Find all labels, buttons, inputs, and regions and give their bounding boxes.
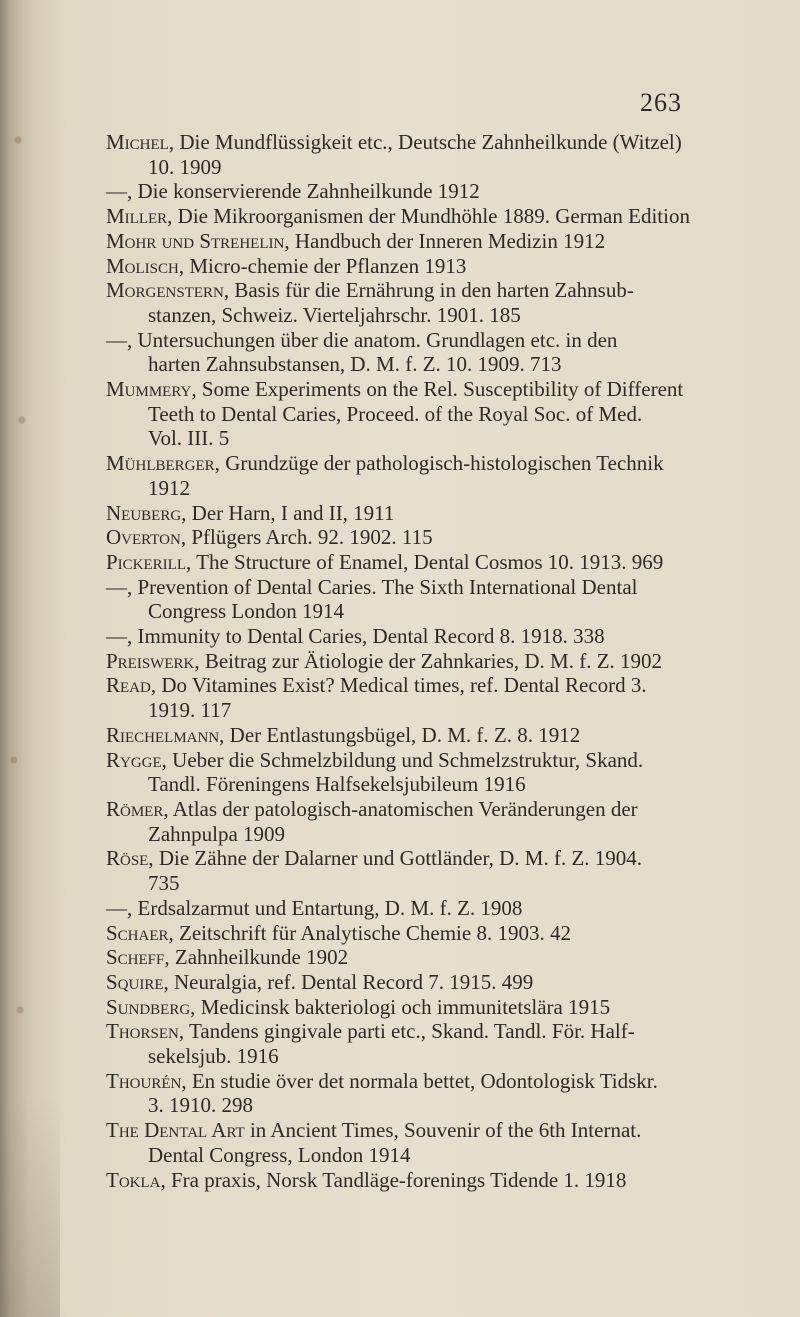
- bibliography-entry: [106, 945, 786, 970]
- entry-text: Ueber die Schmelzbildung und Schmelzstruktur, Skand.: [172, 747, 644, 772]
- entry-continuation: Vol. III. 5: [148, 426, 230, 451]
- entry-text: Der Entlastungsbügel, D. M. f. Z. 8. 1912: [229, 722, 581, 747]
- entry-continuation: 735: [148, 871, 180, 896]
- entry-text: Do Vitamines Exist? Medical times, ref. Dental Record 3.: [161, 673, 647, 698]
- entry-author: Molisch,: [106, 253, 185, 278]
- entry-first-line: [106, 1019, 786, 1044]
- entry-first-line: [106, 451, 786, 476]
- entry-text: Neuralgia, ref. Dental Record 7. 1915. 499: [174, 969, 534, 994]
- entry-author: Mühlberger,: [106, 451, 220, 476]
- entry-author: Squire,: [106, 969, 169, 994]
- entry-first-line: [106, 550, 786, 575]
- entry-author: Preiswerk,: [106, 648, 200, 673]
- bibliography-entry: [106, 575, 786, 624]
- entry-continuation: 10. 1909: [148, 154, 222, 179]
- entry-author: Rygge,: [106, 747, 167, 772]
- entry-first-line: [106, 970, 786, 995]
- entry-author: Tokla,: [106, 1167, 166, 1192]
- bibliography-entry: [106, 179, 786, 204]
- entry-first-line: [106, 896, 786, 921]
- entry-continuation: Tandl. Föreningens Halfsekelsjubileum 1916: [148, 772, 526, 797]
- entry-first-line: [106, 254, 786, 279]
- bibliography-entry: [106, 673, 786, 722]
- bibliography-entry: [106, 970, 786, 995]
- entry-author: Riechelmann,: [106, 722, 225, 747]
- bibliography-entry: [106, 1118, 786, 1167]
- entry-author: Thorsen,: [106, 1019, 185, 1044]
- entry-author: Pickerill,: [106, 549, 192, 574]
- entry-first-line: [106, 1168, 786, 1193]
- bibliography-entry: [106, 525, 786, 550]
- page-number: 263: [640, 88, 682, 117]
- bibliography-entry: [106, 624, 786, 649]
- entry-text: Medicinsk bakteriologi och immunitetslära 1915: [200, 994, 611, 1019]
- bibliography-entry: [106, 846, 786, 895]
- entry-first-line: [106, 525, 786, 550]
- entry-text: Micro-chemie der Pflanzen 1913: [189, 253, 467, 278]
- bibliography-entry: [106, 797, 786, 846]
- entry-author: Sundberg,: [106, 994, 196, 1019]
- entry-author: Read,: [106, 673, 157, 698]
- entry-text: Zahnheilkunde 1902: [174, 945, 349, 970]
- bibliography-entry: [106, 451, 786, 500]
- bibliography-entry: [106, 921, 786, 946]
- entry-first-line: [106, 995, 786, 1020]
- entry-author: The Dental Art: [106, 1118, 245, 1143]
- bibliography-entry: [106, 896, 786, 921]
- entry-first-line: [106, 575, 786, 600]
- entry-text: Untersuchungen über die anatom. Grundlagen etc. in den: [137, 327, 618, 352]
- entry-author: Scheff,: [106, 945, 170, 970]
- entry-author: —,: [106, 327, 133, 352]
- entry-continuation: 1919. 117: [148, 698, 232, 723]
- entry-first-line: [106, 130, 786, 155]
- entry-text: Handbuch der Inneren Medizin 1912: [294, 228, 606, 253]
- entry-continuation: Congress London 1914: [148, 599, 344, 624]
- bibliography-entry: [106, 377, 786, 451]
- page-shadow: [0, 1097, 60, 1317]
- entry-text: Tandens gingivale parti etc., Skand. Tandl. För. Half-: [188, 1019, 635, 1044]
- entry-text: in Ancient Times, Souvenir of the 6th Internat.: [249, 1118, 642, 1143]
- entry-first-line: [106, 748, 786, 773]
- entry-author: Römer,: [106, 796, 169, 821]
- entry-author: —,: [106, 895, 133, 920]
- entry-author: Röse,: [106, 846, 154, 871]
- entry-continuation: Zahnpulpa 1909: [148, 821, 286, 846]
- entry-text: Fra praxis, Norsk Tandläge-forenings Tidende 1. 1918: [171, 1167, 627, 1192]
- entry-first-line: [106, 204, 786, 229]
- entry-text: En studie över det normala bettet, Odontologisk Tidskr.: [191, 1068, 658, 1093]
- entry-author: Neuberg,: [106, 500, 187, 525]
- entry-first-line: [106, 649, 786, 674]
- entry-first-line: [106, 673, 786, 698]
- entry-text: Erdsalzarmut und Entartung, D. M. f. Z. 1908: [137, 895, 523, 920]
- entry-text: Prevention of Dental Caries. The Sixth International Dental: [137, 574, 638, 599]
- bibliography-entry: [106, 254, 786, 279]
- entry-text: Die Zähne der Dalarner und Gottländer, D. M. f. Z. 1904.: [158, 846, 643, 871]
- entry-continuation: Teeth to Dental Caries, Proceed. of the Royal Soc. of Med.: [148, 401, 643, 426]
- entry-first-line: [106, 328, 786, 353]
- entry-author: Michel,: [106, 130, 175, 154]
- entry-continuation: 1912: [148, 475, 190, 500]
- entry-first-line: [106, 624, 786, 649]
- entry-author: Miller,: [106, 204, 173, 229]
- entry-author: Mummery,: [106, 377, 197, 402]
- entry-first-line: [106, 846, 786, 871]
- entry-first-line: [106, 179, 786, 204]
- entry-text: Die Mundflüssigkeit etc., Deutsche Zahnheilkunde (Witzel): [179, 130, 682, 154]
- bibliography-entry: [106, 1019, 786, 1068]
- entry-author: Morgenstern,: [106, 278, 230, 303]
- entry-first-line: [106, 1118, 786, 1143]
- entry-text: Immunity to Dental Caries, Dental Record 8. 1918. 338: [137, 624, 605, 649]
- entry-author: Thourén,: [106, 1068, 187, 1093]
- entry-continuation: stanzen, Schweiz. Vierteljahrschr. 1901. 185: [148, 302, 521, 327]
- bibliography-entry: [106, 1069, 786, 1118]
- entry-first-line: [106, 501, 786, 526]
- bibliography-entry: [106, 278, 786, 327]
- entry-text: The Structure of Enamel, Dental Cosmos 10. 1913. 969: [196, 549, 664, 574]
- bibliography-entry: [106, 130, 786, 179]
- bibliography-entry: [106, 723, 786, 748]
- entry-first-line: [106, 723, 786, 748]
- entry-first-line: [106, 921, 786, 946]
- bibliography-entry: [106, 328, 786, 377]
- entry-text: Der Harn, I and II, 1911: [191, 500, 395, 525]
- entry-text: Grundzüge der pathologisch-histologischen Technik: [225, 451, 664, 476]
- bibliography-entry: [106, 649, 786, 674]
- entry-text: Basis für die Ernährung in den harten Zahnsub-: [234, 278, 634, 303]
- entry-author: —,: [106, 179, 133, 204]
- entry-text: Die konservierende Zahnheilkunde 1912: [137, 179, 480, 204]
- bibliography-entry: [106, 1168, 786, 1193]
- entry-author: Overton,: [106, 525, 187, 550]
- entry-continuation: 3. 1910. 298: [148, 1093, 253, 1118]
- entry-continuation: harten Zahnsubstansen, D. M. f. Z. 10. 1909. 713: [148, 352, 562, 377]
- entry-author: —,: [106, 624, 133, 649]
- bibliography-entry: [106, 550, 786, 575]
- entry-author: —,: [106, 574, 133, 599]
- bibliography-entry: [106, 229, 786, 254]
- entry-first-line: [106, 278, 786, 303]
- entry-first-line: [106, 797, 786, 822]
- entry-author: Mohr und Strehelin,: [106, 228, 290, 253]
- entry-text: Atlas der patologisch-anatomischen Veränderungen der: [172, 796, 638, 821]
- entry-text: Beitrag zur Ätiologie der Zahnkaries, D. M. f. Z. 1902: [204, 648, 663, 673]
- bibliography-list: [106, 130, 786, 1192]
- entry-first-line: [106, 1069, 786, 1094]
- bibliography-entry: [106, 204, 786, 229]
- entry-first-line: [106, 377, 786, 402]
- bibliography-entry: [106, 501, 786, 526]
- entry-text: Die Mikroorganismen der Mundhöhle 1889. German Edition: [177, 204, 690, 229]
- entry-text: Zeitschrift für Analytische Chemie 8. 1903. 42: [179, 920, 571, 945]
- entry-first-line: [106, 229, 786, 254]
- entry-author: Schaer,: [106, 920, 174, 945]
- bibliography-entry: [106, 748, 786, 797]
- entry-text: Some Experiments on the Rel. Susceptibility of Different: [201, 377, 684, 402]
- entry-first-line: [106, 945, 786, 970]
- entry-continuation: Dental Congress, London 1914: [148, 1142, 411, 1167]
- entry-continuation: sekelsjub. 1916: [148, 1044, 279, 1069]
- bibliography-entry: [106, 995, 786, 1020]
- entry-text: Pflügers Arch. 92. 1902. 115: [191, 525, 433, 550]
